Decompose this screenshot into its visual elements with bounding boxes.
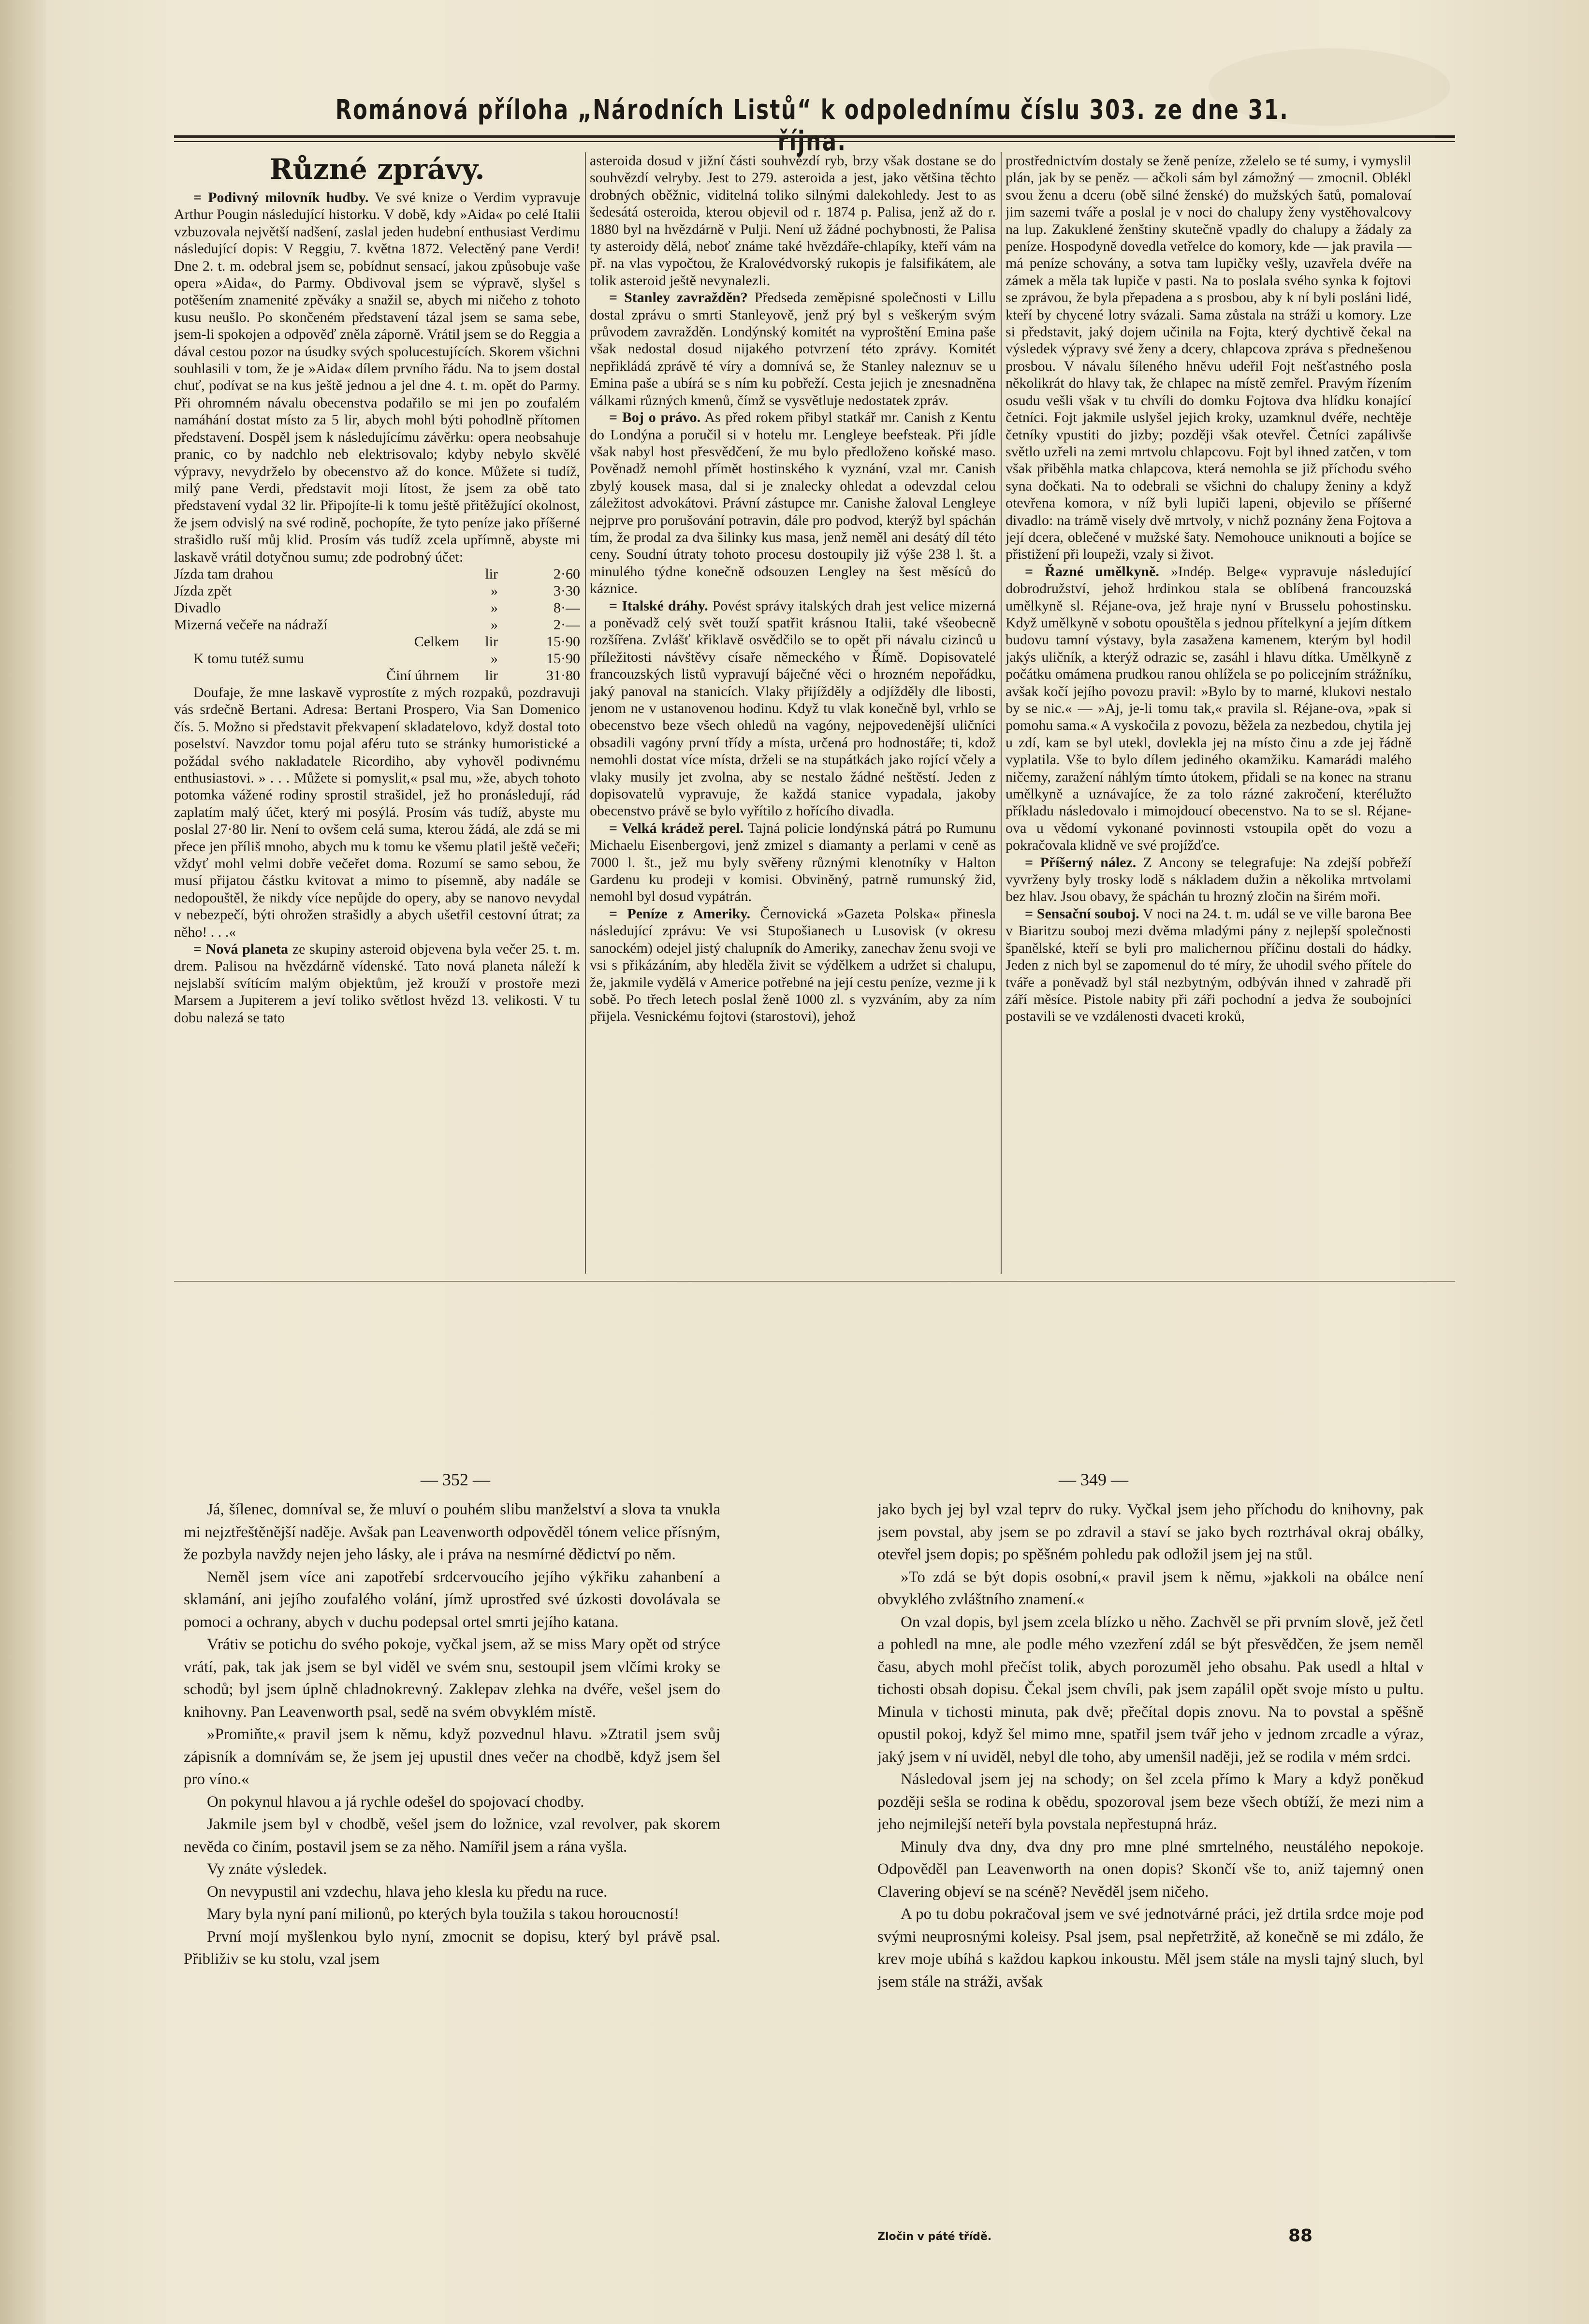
news-text: Černovická »Gazeta Polska« přinesla následující zprávu: Ve vsi Stupošianech u Lusovisk (v okresu sanockém) odejel jistý chalupník do Ameriky, zanechav ženu svoji ve vsi s přikázáním, aby hleděla živit se výdělkem a udržet si chalupu, že, jakmile vydělá v Americe potřebné na její cestu peníze, vezme ji k sobě. Po třech letech poslal ženě 1000 zl. s vyzváním, aby za ním přijela. Vesnickému fojtovi (starostovi), jehož (590, 905, 996, 1025)
news-headline: = Příšerný nález. (1025, 854, 1137, 871)
expense-unit: lir (485, 633, 498, 650)
header-rule-thin (174, 141, 1455, 142)
expense-value: 8·— (554, 599, 580, 616)
news-text: Ve své knize o Verdim vypravuje Arthur Pougin následující historku. V době, kdy »Aida« po celé Italii vzbuzovala největší nadšení, zaslal jeden hudební enthusiast Verdimu následující dopis: V Reggiu, 7. května 1872. Velectěný pane Verdi! Dne 2. t. m. odebral jsem se, pobídnut sensací, jakou způsobuje vaše opera »Aida«, do Parmy. Obdivoval jsem se výpravě, slyšel s potěšením znamenité zpěváky a snažil se, abych mi ničeho z tohoto kusu neušlo. Po skončeném představení tázal jsem se sama sebe, jsem-li spokojen a odpověď zněla záporně. Vrátil jsem se do Reggia a dával cestou pozor na úsudky svých spolucestujících. Skorem všichni souhlasili v tom, že je »Aida« dílem prvního řádu. Na to jsem dostal chuť, podívat se na kus ještě jednou a jel dne 4. t. m. opět do Parmy. Při ohromném návalu obecenstva podařilo se mi jen po zoufalém namáhání dostat místo za 5 lir, abych mohl býti pohodlně přítomen představení. Dospěl jsem k následujícímu závěrku: opera neobsahuje pranic, co by nadchlo neb elektrisovalo; kdyby nebylo skvělé výpravy, nevydrželo by obecenstvo až do konce. Můžete si tudíž, milý pane Verdi, představit moji lítost, že jsem za obě tato představení vydal 32 lir. Připojíte-li k tomu ještě přitěžující okolnost, že jsem odvislý na své rodině, pochopíte, že tyto peníze jako příšerné strašidlo ruší můj klid. Prosím vás tudíž zcela upřímně, abyste mi laskavě vrátil dotyčnou sumu; zde podrobný účet: (174, 189, 580, 565)
novel-paragraph: Minuly dva dny, dva dny pro mne plné smrtelného, neustálého nepokoje. Odpověděl pan Leavenworth na onen dopis? Skončí vše to, aniž tajemný onen Clavering objeví se na scéně? Nevěděl jsem ničeho. (877, 1838, 1424, 1901)
novel-paragraph: On vzal dopis, byl jsem zcela blízko u něho. Zachvěl se při prvním slově, jež četl a pohledl na mne, ale podle mého vzezření zdál se být přesvědčen, že jsem neměl času, abych mohl přečíst tolik, abych porozuměl jeho obsahu. Pak usedl a hltal v tichosti obsah dopisu. Čekal jsem chvíli, pak jsem zapálil opět svoje místo u pultu. Minula v tichosti minuta, pak dvě; přečítal dopis znovu. Na to povstal a spěšně opustil pokoj, když šel mimo mne, spatřil jsem tvář jeho v jednom zrcadle a výraz, jaký jsem v ní uviděl, nebyl dle toho, aby umenšil naději, jež se rodila v mém srdci. (877, 1613, 1424, 1766)
news-text: asteroida dosud v jižní části souhvězdí ryb, brzy však dostane se do souhvězdí velryby. Jest to 279. asteroida a jest, jako většina těchto drobných oběžnic, viditelná toliko silnými dalekohledy. Jest to as šedesátá osteroida, kterou objevil od r. 1874 p. Palisa, jenž až do r. 1880 byl na hvězdárně v Pulji. Není už žádné pochybnosti, že Palisa ty asteroidy dělá, neboť známe také hvězdáře-chlapíky, kteří vám na př. na vlas vypočtou, že Kralovédvorský rukopis je falsifikátem, ale tolik asteroid ještě nevynalezli. (590, 153, 996, 289)
news-column-2 (590, 152, 996, 1274)
news-text: Z Ancony se telegrafuje: Na zdejší pobřeží vyvrženy byly trosky lodě s nákladem dužin a několika mrtvolami bez hlav. Jsou obavy, že spáchán tu hrozný zločin na širém moři. (1006, 854, 1412, 905)
news-text: V noci na 24. t. m. udál se ve ville barona Bee v Biaritzu souboj mezi dvěma mladými pány z nejlepší společnosti španělské, kteří se byli pro malichernou příčinu dostali do hádky. Jeden z nich byl se zapomenul do té míry, že uhodil svého přítele do tváře a poněvadž byl stál nezbytným, odbýván ihned v zahradě při září měsíce. Pistole nabity při záři pochodní a jedva že soubojníci postavili se ve vzdálenosti dvaceti kroků, (1006, 905, 1412, 1025)
column-divider (585, 152, 586, 1274)
binding-edge (0, 0, 46, 2324)
news-headline: = Stanley zavražděn? (609, 290, 748, 306)
news-headline: = Nová planeta (193, 941, 289, 958)
expense-row (174, 599, 580, 616)
novel-paragraph: On pokynul hlavou a já rychle odešel do spojovací chodby. (207, 1793, 584, 1811)
news-column-1 (174, 152, 580, 1274)
news-text: As před rokem přibyl statkář mr. Canish z Kentu do Londýna a poručil si v hotelu mr. Lengleye beefsteak. Při jídle však nabyl host přesvědčení, že mu bylo předloženo koňské maso. Pověnadž nemohl přímět hostinského k vyznání, vzal mr. Canish zbylý kousek masa, dal si je znalecky ohledat a odevzdal celou záležitost advokátovi. Právní zástupce mr. Canishe žaloval Lengleye nejprve pro porušování potravin, dále pro podvod, kterýž byl spáchán tím, že prodal za dva šilinky kus masa, jenž neměl ani desátý díl této ceny. Soudní útraty tohoto procesu dostoupily již výše 238 l. št. a minulého týdne konečně odsouzen Lengley na šest měsíců do káznice. (590, 409, 996, 597)
news-text: Tajná policie londýnská pátrá po Rumunu Michaelu Eisenbergovi, jenž zmizel s diamanty a perlami v ceně as 7000 l. št., jež mu byly svěřeny různými klenotníky v Halton Gardenu ku prodeji v komisi. Obviněný, patrně rumunský žid, nemohl byl dosud vypátrán. (590, 820, 996, 905)
novel-paragraph: První mojí myšlenkou bylo nyní, zmocnit se dopisu, který byl právě psal. Přibliživ se ku stolu, vzal jsem (184, 1928, 720, 1968)
news-item (174, 684, 580, 941)
novel-paragraph: »To zdá se být dopis osobní,« pravil jsem k němu, »jakkoli na obálce není obvyklého zvláštního znamení.« (877, 1568, 1424, 1608)
expense-row (174, 616, 580, 633)
expense-table (174, 566, 580, 684)
expense-row (174, 667, 580, 684)
news-item (590, 409, 996, 597)
section-title: Různé zprávy. (269, 153, 485, 186)
expense-label: Celkem (414, 633, 459, 650)
news-item (1006, 854, 1412, 905)
news-item (1006, 905, 1412, 1025)
expense-label: Jízda tam drahou (174, 566, 273, 582)
news-headline: = Italské dráhy. (609, 597, 708, 614)
header-rule (174, 135, 1455, 138)
news-item (590, 152, 996, 289)
expense-value: 15·90 (546, 633, 580, 650)
novel-paragraph: »Promiňte,« pravil jsem k němu, když pozvednul hlavu. »Ztratil jsem svůj zápisník a domnívám se, že jsem jej upustil dnes večer na chodbě, když jsem šel pro víno.« (184, 1726, 720, 1788)
left-page-number: — 352 — (421, 1470, 490, 1489)
news-text: Povést správy italských drah jest velice mizerná a poněvadž celý svět touží spatřit krásnou Italii, také všeobecně rozšířena. Zvlášť křiklavě osvědčilo se to opět při návalu cizinců u příležitosti návštěvy císaře německého v Římě. Dopisovatelé francouzských listů vypravují báječné věci o hrozném nepořádku, jaký panoval na stanicích. Vlaky přijížděly a odjížděly dle libosti, jenom ne v ustanovenou hodinu. Když tu vlak konečně byl, vrhlo se obecenstvo beze všech ohledů na vagóny, nejpovedenější uličníci obsadili vagóny první třídy a místa, určená pro hodnostáře; ti, kdož nemohli dostat více místa, drželi se na stupátkách jako rojící včely a vlaky musily jet zvolna, aby se nestalo žádné neštěstí. Jeden z dopisovatelů vypravuje, že každá stanice vypadala, jakoby obecenstvo právě se bylo vyřítilo z hořícího divadla. (590, 597, 996, 819)
expense-label: K tomu tutéž sumu (193, 650, 305, 667)
novel-paragraph: Následoval jsem jej na schody; on šel zcela přímo k Mary a když poněkud později sešla se rodina k obědu, spozoroval jsem beze všech obtíží, že mezi nim a jeho nejmilejší neteří byla povstala nepřestupná hráz. (877, 1771, 1424, 1833)
news-item (174, 941, 580, 1026)
expense-row (174, 633, 580, 650)
news-item (590, 289, 996, 409)
novel-paragraph: On nevypustil ani vzdechu, hlava jeho klesla ku předu na ruce. (207, 1883, 608, 1901)
expense-value: 15·90 (546, 650, 580, 667)
novel-paragraph: Neměl jsem více ani zapotřebí srdcervoucího jejího výkřiku zahanbení a sklamání, ani jejího zoufalého volání, jímž uprostřed své úzkosti dovolávala se pomoci a ochrany, abych v duchu podepsal ortel smrti jejího katana. (184, 1568, 720, 1631)
expense-unit: » (491, 582, 498, 599)
expense-label: Činí úhrnem (386, 667, 459, 683)
news-headline: = Sensační souboj. (1025, 905, 1139, 922)
expense-unit: » (491, 599, 498, 616)
news-text: prostřednictvím dostaly se ženě peníze, zželelo se té sumy, i vymyslil plán, jak by se peněz — ačkoli sám byl zámožný — zmocnil. Oblékl svou ženu a dceru (obě silné ženské) do mužských šatů, pomalovaí jim sazemi tváře a poslal je v noci do chalupy ženy vystěhovalcovy na lup. Zakuklené ženštiny skutečně vpadly do chalupy a žádaly za peníze. Hospodyně dovedla vetřelce do komory, kde — jak pravila — má peníze schovány, a sotva tam lupičky vešly, uzavřela dvéře na zámek a měla tak lupiče v pasti. Na to poslala svého synka k fojtovi se zprávou, že byla přepadena a s prosbou, aby k ní byli posláni lidé, kteří by chycené lotry svázali. Sama zůstala na stráži u komory. Lze si představit, jaký dojem učinila na Fojta, který dychtivě čekal na výsledek výpravy své ženy a dcery, chlapcova zpráva s přednešenou prosbou. V návalu šíleného hněvu udeřil Fojt nešťastného posla několikrát do hlavy tak, že chlapec na místě zemřel. Pravým řízením osudu vešli však v tu chvíli do domku Fojtova dva hlídku konající četníci. Fojt jakmile uslyšel jejich kroky, uzamknul dvéře, nechtěje četníky vpustiti do jizby; později však otevřel. Četníci zapálivše světlo uzřeli na zemi mrtvolu chlapcovu. Fojt byl ihned zatčen, v tom však přiběhla matka chlapcova, která nemohla se již příchodu svého syna dočkati. Na to odebrali se všichni do chalupy ženiny a když otevřena komora, v níž byli lupiči lapeni, objevilo se příšerné divadlo: na trámě visely dvě mrtvoly, v nichž poznány žena Fojtova a její dcera, oblečené v mužské šaty. Nemohouce uniknouti a bojíce se přistižení při loupeži, vzaly si život. (1006, 153, 1412, 563)
expense-row (174, 566, 580, 582)
news-item (590, 820, 996, 905)
news-text: Doufaje, že mne laskavě vyprostíte z mých rozpaků, pozdravuji vás srdečně Bertani. Adresa: Bertani Prospero, Via San Domenico čís. 5. Možno si představit překvapení skladatelovo, když dostal toto poselství. Navzdor tomu pojal aféru tuto se stránky humoristické a požádal svého nakladatele Ricordiho, aby vyhověl podivnému enthusiastovi. » . . . Můžete si pomyslit,« psal mu, »že, abych tohoto potomka vážené rodiny sprostil strašidel, jež ho pronásledují, rád zaplatím malý účet, který mi posýlá. Prosím vás tudíž, abyste mu poslal 27·80 lir. Není to ovšem celá suma, kterou žádá, ale zdá se mi přece jen příliš mnoho, abych mu k tomu ke všemu platil ještě večeři; vždyť mohl velmi dobře večeřet doma. Rozumí se samo sebou, že musí přijatou částku kvitovat a mimo to písemně, aby nadále se nedopouštěl, že nikdy více nepůjde do opery, aby se nanovo nevydal v nebezpečí, býti ohrožen strašidly a abych ušetřil cestovní útrat; za něho! . . .« (174, 684, 580, 940)
news-item (590, 905, 996, 1025)
expense-unit: » (491, 616, 498, 633)
news-headline: = Peníze z Ameriky. (609, 905, 751, 922)
expense-row (174, 582, 580, 599)
news-text: ze skupiny asteroid objevena byla večer 25. t. m. drem. Palisou na hvězdárně vídenské. Tato nová planeta náleží k nejslabší svítícím malým objektům, jež krouží v prostoře mezi Marsem a Jupiterem a jeví toliko světlost hvězd 13. velikosti. V tu dobu nalezá se tato (174, 941, 580, 1026)
news-item (1006, 563, 1412, 854)
expense-unit: lir (485, 566, 498, 582)
novel-paragraph: Vrátiv se potichu do svého pokoje, vyčkal jsem, až se miss Mary opět od strýce vrátí, pak, tak jak jsem se byl viděl ve svém snu, sestoupil jsem vlčími kroky se schodů; byl jsem úplně chladnokrevný. Zaklepav zlehka na dvéře, vešel jsem do knihovny. Pan Leavenworth psal, sedě na svém obvyklém místě. (184, 1636, 720, 1721)
novel-paragraph: Jakmile jsem byl v chodbě, vešel jsem do ložnice, vzal revolver, pak skorem nevěda co činím, postavil jsem se za něho. Namířil jsem a rána vyšla. (184, 1816, 720, 1856)
expense-unit: » (491, 650, 498, 667)
expense-value: 31·80 (546, 667, 580, 683)
novel-paragraph: jako bych jej byl vzal teprv do ruky. Vyčkal jsem jeho příchodu do knihovny, pak jsem povstal, aby jsem se po zdravil a staví se jako bych roztrhával okraj obálky, otevřel jsem dopis; po spěšném pohledu pak odložil jsem jej na stůl. (877, 1501, 1424, 1563)
news-item (1006, 152, 1412, 563)
expense-label: Mizerná večeře na nádraží (174, 616, 328, 633)
novel-paragraph: A po tu dobu pokračoval jsem ve své jednotvárné práci, jež drtila srdce moje pod svými neuprosnými koleisy. Psal jsem, psal nepřetržitě, až konečně se mi zdálo, že krev moje ubíhá s každou kapkou inkoustu. Měl jsem stále na mysli tajný sluch, byl jsem stále na stráži, avšak (877, 1905, 1424, 1990)
sheet-number: 88 (1288, 2226, 1313, 2246)
right-page-number: — 349 — (1059, 1470, 1128, 1489)
novel-left-page (184, 1498, 720, 2223)
expense-value: 2·— (554, 616, 580, 633)
novel-paragraph: Já, šílenec, domníval se, že mluví o pouhém slibu manželství a slova ta vnukla mi nejztřeštěnější naděje. Avšak pan Leavenworth odpověděl tónem velice přísným, že pozbyla navždy nejen jeho lásky, ale i práva na nesmírné dědictví po něm. (184, 1501, 720, 1563)
page-header: Románová příloha „Národních Listů“ k odpolednímu číslu 303. ze dne 31. (335, 94, 1289, 126)
news-headline: = Velká krádež perel. (609, 820, 744, 836)
novel-paragraph: Vy znáte výsledek. (207, 1860, 327, 1878)
news-headline: = Boj o právo. (609, 409, 701, 426)
novel-paragraph: Mary byla nyní paní milionů, po kterých byla toužila s takou horoucností! (207, 1905, 679, 1923)
expense-value: 3·30 (554, 582, 580, 599)
expense-unit: lir (485, 667, 498, 683)
news-column-3 (1006, 152, 1412, 1274)
section-divider (174, 1281, 1455, 1282)
expense-label: Jízda zpět (174, 582, 232, 599)
news-item (174, 189, 580, 566)
expense-value: 2·60 (554, 566, 580, 582)
news-headline: = Řazné umělkyně. (1025, 563, 1159, 580)
news-text: Předseda zeměpisné společnosti v Lillu dostal zprávu o smrti Stanleyově, jenž prý byl s veškerým svým průvodem zavražděn. Londýnský komitét na vyproštění Emina paše však nedostal dosud nijakého potvrzení této zprávy. Komitét nepřikládá zprávě té víry a domnívá se, že Stanley naleznuv se u Emina paše a ubírá se s ním ku pobřeží. Cesta jejich je znesnadněna válkami různých kmenů, čímž se vysvětluje nedostatek zpráv. (590, 290, 996, 408)
expense-row (174, 650, 580, 667)
column-divider (1001, 152, 1002, 1274)
news-item (590, 597, 996, 820)
signature-mark: Zločin v páté třídě. (877, 2231, 992, 2243)
novel-right-page (877, 1498, 1424, 2223)
news-text: »Indép. Belge« vypravuje následující dobrodružství, jehož hrdinkou stala se oblíbená francouzská umělkyně sl. Réjane-ova, jež hraje nyní v Brusselu pohostinsku. Když umělkyně v sobotu opouštěla s jednou přítelkyní a jejím dítkem budovu tamní výstavy, byla zasažena kamenem, kterým byl hodil jakýs uličník, a kterýž odrazic se, zasáhl i hlavu dítka. Umělkyně z počátku omámena prudkou ranou ohlížela se po policejním strážníku, avšak kočí jejího povozu pravil: »Bylo by to marné, klukovi nestalo by se nic.« — »Aj, je-li tomu tak,« pravila sl. Réjane-ova, »pak si pomohu sama.« A vyskočila z povozu, běžela za nezbedou, chytila jej u zdí, kam se byl utekl, dovlekla jej na místo činu a zde jej řádně vyplatila. Vše to bylo dílem jediného okamžiku. Kamarádi malého ničemy, zaražení náhlým tímto útokem, přidali se na konec na stranu umělkyně a uznávajíce, že za tolo rázné zakročení, kterélužto příkladu následovalo i mimojdoucí obecenstvo. Na to se sl. Réjane-ova u vědomí vykonané povinnosti vstoupila opět do vozu a pokračovala klidně ve své projížďce. (1006, 563, 1412, 854)
expense-label: Divadlo (174, 599, 221, 616)
news-headline: = Podivný milovník hudby. (193, 189, 369, 205)
